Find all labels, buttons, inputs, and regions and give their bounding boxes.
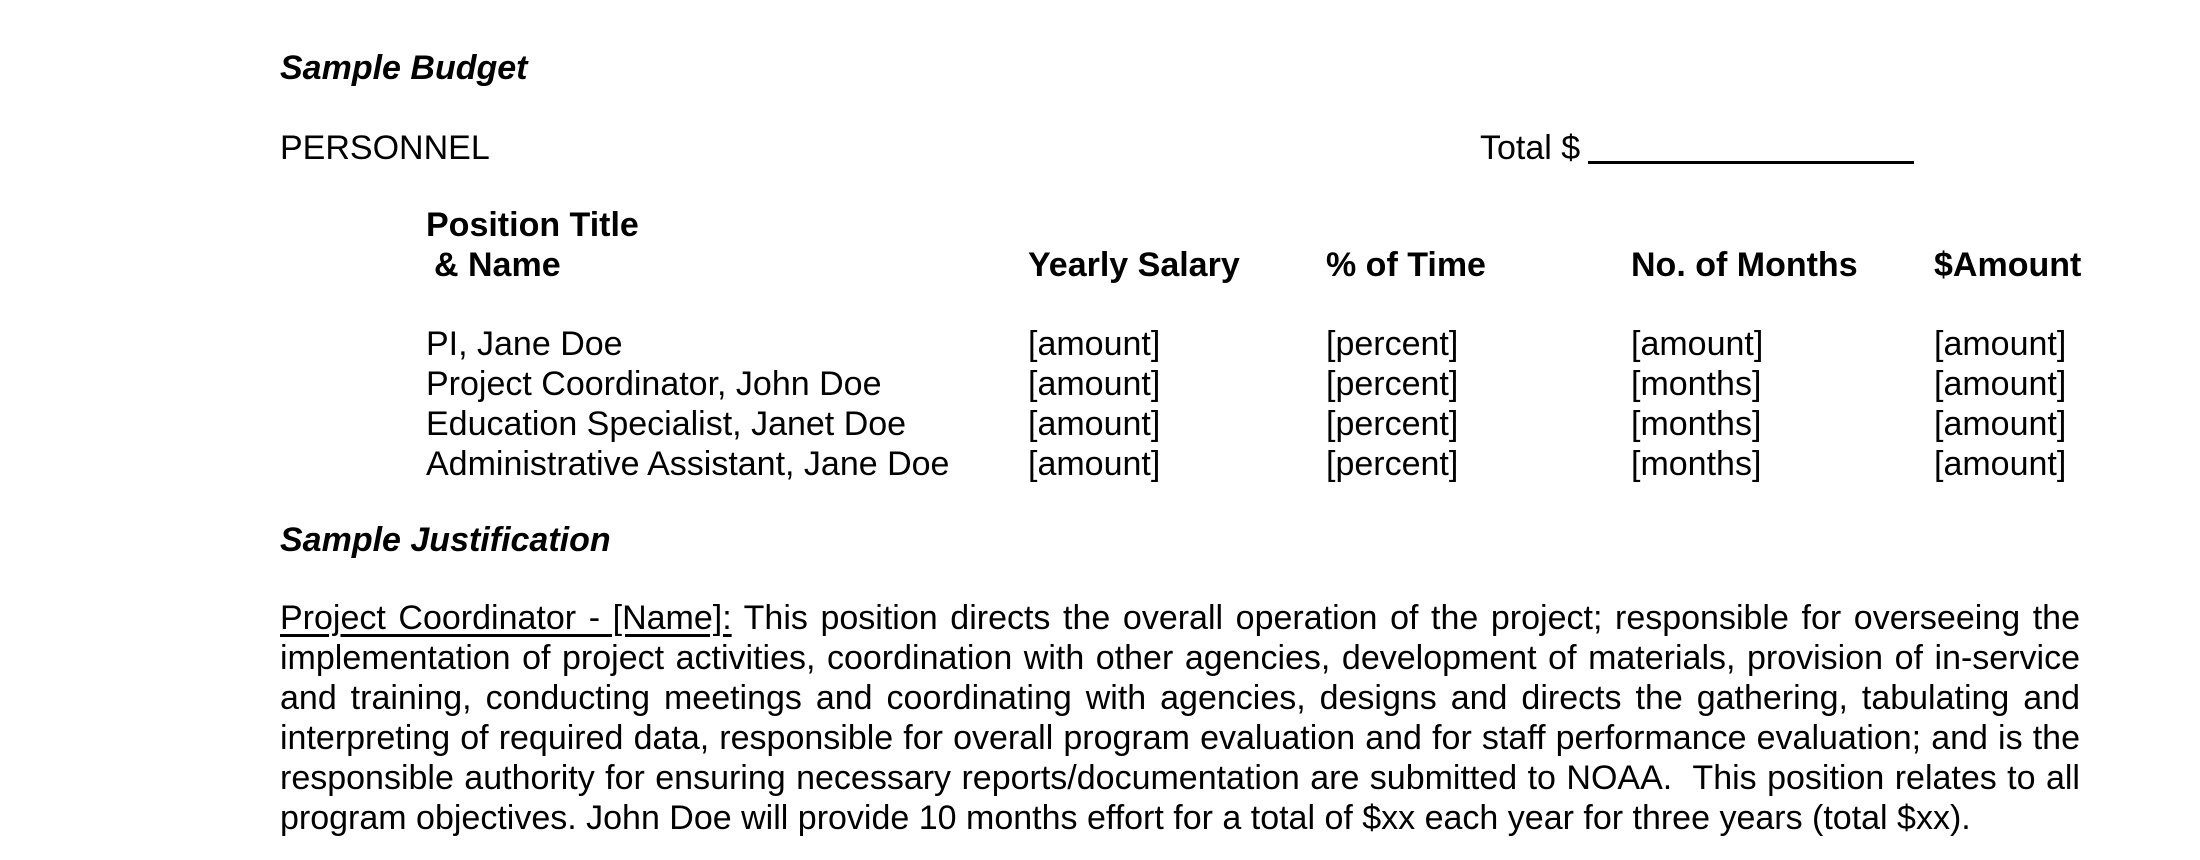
table-header-row-2 [426, 245, 2200, 285]
justification-line: and training, conducting meetings and coordinating with agencies, designs and directs the gathering, tabulating and [280, 679, 2080, 717]
row-position: Project Coordinator, John Doe [426, 365, 882, 403]
row-time: [percent] [1326, 445, 1459, 483]
total-group [1480, 128, 1914, 168]
personnel-section-label: PERSONNEL [280, 129, 490, 167]
table-row [426, 324, 2200, 364]
table-header-row-1 [426, 205, 2200, 245]
row-months: [months] [1631, 365, 1762, 403]
justification-line: interpreting of required data, responsible for overall program evaluation and for staff performance evaluation; and is the [280, 719, 2080, 757]
table-header-gap [426, 285, 2200, 324]
row-salary: [amount] [1028, 325, 1161, 363]
total-blank-line [1588, 161, 1914, 164]
justification-line: program objectives. John Doe will provide 10 months effort for a total of $xx each year for three years (total $xx). [280, 799, 1971, 837]
row-salary: [amount] [1028, 445, 1161, 483]
header-yearly-salary: Yearly Salary [1028, 246, 1240, 284]
row-time: [percent] [1326, 325, 1459, 363]
personnel-table [426, 205, 2200, 484]
header-position-title-line2: & Name [434, 246, 561, 284]
header-amount: $Amount [1934, 246, 2082, 284]
row-time: [percent] [1326, 365, 1459, 403]
header-no-of-months: No. of Months [1631, 246, 1858, 284]
justification-line: responsible authority for ensuring necessary reports/documentation are submitted to NOAA. This position relates to all [280, 759, 2080, 797]
table-row [426, 364, 2200, 404]
total-label: Total $ [1480, 129, 1581, 167]
justification-paragraph [280, 598, 2080, 838]
row-position: Education Specialist, Janet Doe [426, 405, 907, 443]
row-time: [percent] [1326, 405, 1459, 443]
header-percent-of-time: % of Time [1326, 246, 1486, 284]
row-amount: [amount] [1934, 365, 2067, 403]
justification-line [280, 598, 2080, 638]
row-position: Administrative Assistant, Jane Doe [426, 445, 950, 483]
row-amount: [amount] [1934, 325, 2067, 363]
table-row [426, 404, 2200, 444]
row-months: [months] [1631, 405, 1762, 443]
row-salary: [amount] [1028, 405, 1161, 443]
row-salary: [amount] [1028, 365, 1161, 403]
row-amount: [amount] [1934, 445, 2067, 483]
header-position-title-line1: Position Title [426, 206, 639, 244]
personnel-total-line [280, 128, 2200, 168]
row-months: [amount] [1631, 325, 1764, 363]
table-row [426, 444, 2200, 484]
justification-line-text: This position directs the overall operation of the project; responsible for overseeing the [731, 599, 2080, 637]
justification-lead-underlined: Project Coordinator - [Name]: [280, 599, 732, 637]
justification-line: implementation of project activities, coordination with other agencies, development of materials, provision of in-service [280, 639, 2080, 677]
budget-heading: Sample Budget [280, 49, 528, 87]
justification-heading: Sample Justification [280, 521, 611, 559]
row-position: PI, Jane Doe [426, 325, 623, 363]
row-amount: [amount] [1934, 405, 2067, 443]
row-months: [months] [1631, 445, 1762, 483]
